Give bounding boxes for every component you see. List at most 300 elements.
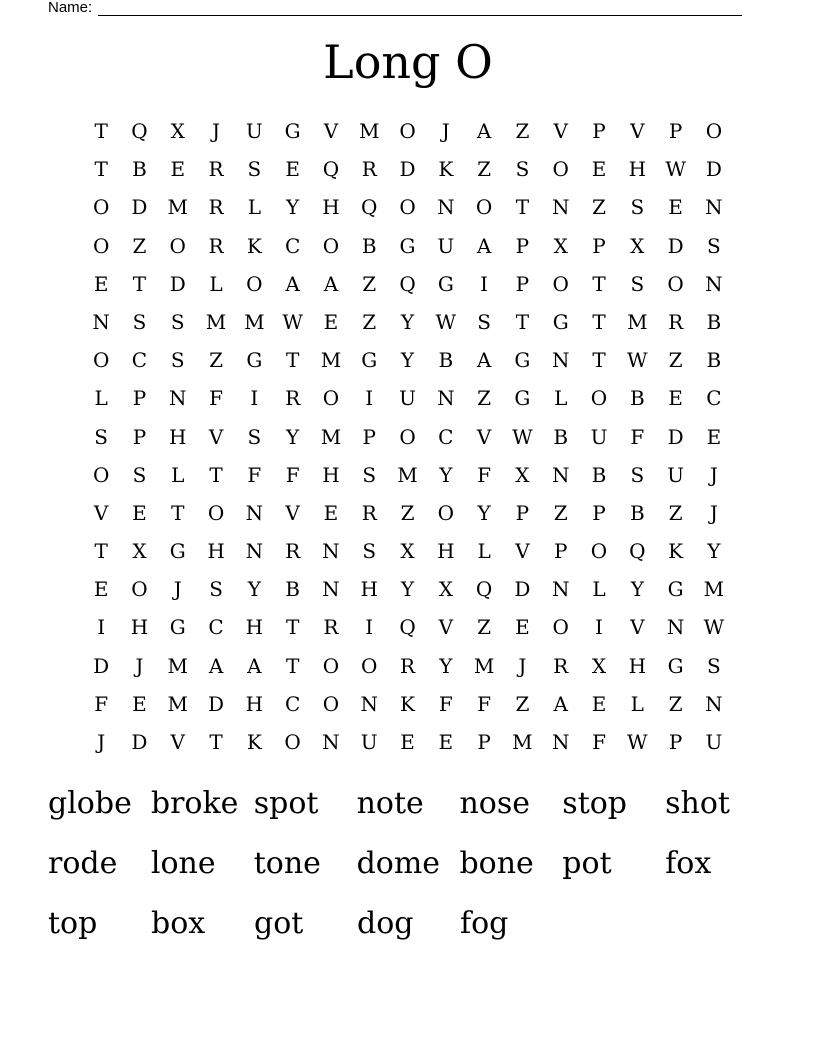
- grid-letter: Q: [629, 539, 646, 564]
- grid-row: [82, 456, 733, 494]
- grid-letter: N: [551, 348, 570, 373]
- word-bank-item: stop: [562, 786, 628, 821]
- grid-letter: Y: [630, 577, 644, 602]
- grid-row: [82, 265, 733, 303]
- grid-letter: Z: [209, 348, 223, 373]
- grid-letter: B: [629, 500, 645, 525]
- grid-letter: O: [131, 577, 148, 602]
- grid-letter: U: [590, 424, 608, 449]
- grid-letter: Z: [362, 309, 377, 334]
- grid-letter: X: [630, 233, 645, 258]
- grid-letter: B: [629, 386, 645, 411]
- grid-letter: E: [591, 157, 607, 182]
- grid-letter: V: [208, 424, 224, 449]
- grid-letter: G: [361, 348, 378, 373]
- grid-letter: K: [246, 233, 262, 258]
- grid-letter: F: [285, 462, 300, 487]
- grid-letter: T: [515, 309, 530, 334]
- grid-letter: S: [477, 309, 491, 334]
- grid-letter: V: [93, 500, 109, 525]
- grid-row: [82, 494, 733, 532]
- grid-row: [82, 647, 733, 685]
- grid-letter: T: [209, 462, 223, 487]
- grid-letter: T: [171, 500, 185, 525]
- grid-letter: Q: [399, 271, 416, 296]
- grid-letter: G: [437, 271, 454, 296]
- grid-letter: N: [551, 730, 570, 754]
- grid-letter: S: [362, 539, 377, 564]
- grid-letter: L: [247, 195, 261, 220]
- grid-letter: S: [209, 577, 223, 602]
- grid-letter: B: [438, 348, 454, 373]
- name-label: Name:: [48, 0, 93, 16]
- word-bank-item: tone: [253, 846, 321, 881]
- grid-letter: N: [551, 462, 570, 487]
- grid-letter: T: [94, 157, 108, 182]
- grid-letter: N: [168, 386, 187, 411]
- word-bank-item: box: [151, 906, 206, 941]
- grid-letter: N: [360, 691, 378, 716]
- grid-letter: V: [285, 500, 300, 525]
- grid-letter: B: [706, 348, 722, 373]
- grid-letter: Q: [399, 615, 416, 640]
- grid-letter: O: [667, 271, 684, 296]
- grid-letter: O: [437, 500, 455, 525]
- grid-letter: J: [135, 653, 144, 678]
- grid-letter: O: [399, 424, 416, 449]
- grid-letter: A: [247, 653, 262, 678]
- grid-letter: R: [208, 195, 224, 220]
- grid-letter: T: [592, 309, 606, 334]
- grid-letter: D: [93, 653, 110, 678]
- word-bank-item: top: [48, 906, 98, 941]
- grid-letter: P: [362, 424, 376, 449]
- grid-letter: O: [169, 233, 186, 258]
- word-bank-row: [48, 894, 768, 954]
- grid-letter: F: [438, 691, 453, 716]
- grid-letter: N: [437, 195, 455, 220]
- grid-letter: H: [437, 539, 455, 564]
- grid-letter: O: [92, 462, 110, 487]
- grid-letter: P: [553, 539, 568, 564]
- grid-letter: H: [207, 539, 225, 564]
- grid-letter: F: [247, 462, 262, 487]
- grid-letter: Z: [668, 348, 683, 373]
- grid-letter: M: [320, 424, 342, 449]
- grid-letter: W: [627, 348, 648, 373]
- word-bank: [48, 774, 768, 954]
- grid-letter: Y: [400, 348, 415, 373]
- grid-letter: X: [515, 462, 530, 487]
- word-bank-row: [48, 774, 768, 834]
- grid-letter: U: [667, 462, 685, 487]
- grid-letter: H: [169, 424, 187, 449]
- grid-letter: T: [592, 271, 606, 296]
- grid-letter: S: [630, 462, 645, 487]
- grid-letter: G: [284, 119, 301, 143]
- grid-letter: E: [323, 309, 339, 334]
- grid-letter: Z: [477, 386, 492, 411]
- grid-letter: G: [514, 348, 531, 373]
- grid-letter: Z: [553, 500, 568, 525]
- grid-letter: O: [284, 730, 301, 754]
- grid-letter: E: [132, 691, 147, 716]
- grid-letter: X: [170, 119, 185, 143]
- grid-letter: X: [591, 653, 607, 678]
- grid-letter: N: [551, 195, 570, 220]
- grid-letter: G: [667, 653, 684, 678]
- grid-letter: P: [592, 500, 606, 525]
- grid-letter: K: [438, 157, 454, 182]
- word-bank-item: note: [356, 786, 424, 821]
- grid-letter: O: [322, 233, 340, 258]
- grid-letter: Y: [400, 309, 415, 334]
- grid-letter: M: [512, 730, 533, 754]
- grid-letter: N: [437, 386, 455, 411]
- grid-letter: X: [553, 233, 568, 258]
- grid-letter: S: [132, 462, 147, 487]
- grid-letter: C: [131, 348, 148, 373]
- grid-letter: V: [476, 424, 492, 449]
- grid-letter: D: [131, 730, 148, 754]
- grid-letter: V: [630, 119, 645, 143]
- grid-letter: R: [285, 386, 301, 411]
- grid-letter: S: [630, 271, 645, 296]
- grid-letter: C: [284, 233, 301, 258]
- grid-letter: B: [706, 309, 722, 334]
- grid-letter: M: [627, 309, 648, 334]
- grid-letter: A: [553, 691, 568, 716]
- grid-letter: D: [667, 424, 684, 449]
- grid-letter: O: [322, 653, 340, 678]
- grid-letter: H: [245, 615, 264, 640]
- grid-letter: M: [473, 653, 495, 678]
- grid-letter: V: [438, 615, 454, 640]
- grid-letter: L: [592, 577, 606, 602]
- name-underline: [98, 1, 742, 16]
- grid-row: [82, 379, 733, 417]
- grid-letter: E: [438, 730, 454, 754]
- grid-letter: M: [205, 309, 227, 334]
- grid-letter: O: [552, 615, 569, 640]
- word-bank-item: broke: [150, 786, 239, 821]
- grid-letter: M: [167, 195, 188, 220]
- grid-letter: O: [322, 386, 340, 411]
- grid-letter: G: [399, 233, 416, 258]
- grid-letter: P: [668, 730, 683, 754]
- grid-letter: K: [246, 730, 262, 754]
- grid-letter: R: [208, 157, 224, 182]
- grid-letter: G: [169, 615, 186, 640]
- grid-letter: V: [323, 119, 339, 143]
- grid-letter: E: [515, 615, 530, 640]
- grid-letter: E: [668, 195, 683, 220]
- grid-letter: N: [322, 539, 340, 564]
- grid-letter: E: [132, 500, 147, 525]
- grid-letter: I: [595, 615, 603, 640]
- grid-letter: V: [553, 119, 568, 143]
- grid-letter: T: [515, 195, 530, 220]
- grid-letter: D: [705, 157, 722, 182]
- grid-letter: S: [515, 157, 530, 182]
- grid-letter: Q: [322, 157, 340, 182]
- grid-letter: O: [361, 653, 378, 678]
- grid-letter: A: [208, 653, 224, 678]
- grid-row: [82, 227, 733, 265]
- word-bank-item: spot: [253, 786, 319, 821]
- grid-letter: T: [209, 730, 223, 754]
- grid-letter: J: [97, 730, 106, 754]
- grid-letter: E: [668, 386, 683, 411]
- grid-letter: H: [628, 653, 647, 678]
- grid-letter: M: [358, 119, 380, 143]
- word-bank-item: bone: [459, 846, 534, 881]
- grid-letter: D: [514, 577, 531, 602]
- grid-letter: W: [627, 730, 648, 754]
- grid-row: [82, 723, 733, 761]
- grid-letter: S: [94, 424, 108, 449]
- grid-letter: E: [93, 271, 109, 296]
- word-bank-item: dome: [356, 846, 441, 881]
- grid-letter: Q: [475, 577, 493, 602]
- grid-row: [82, 150, 733, 188]
- grid-letter: L: [477, 539, 491, 564]
- grid-letter: S: [707, 653, 721, 678]
- grid-letter: B: [285, 577, 300, 602]
- grid-letter: W: [512, 424, 533, 449]
- grid-letter: P: [515, 233, 530, 258]
- grid-row: [82, 685, 733, 723]
- grid-letter: L: [209, 271, 223, 296]
- grid-letter: E: [706, 424, 722, 449]
- grid-letter: H: [360, 577, 378, 602]
- grid-row: [82, 303, 733, 341]
- grid-letter: J: [709, 500, 718, 525]
- grid-letter: C: [438, 424, 454, 449]
- grid-letter: A: [476, 233, 492, 258]
- grid-letter: D: [399, 157, 416, 182]
- grid-letter: M: [167, 653, 188, 678]
- grid-letter: G: [514, 386, 531, 411]
- word-bank-item: shot: [665, 786, 730, 821]
- grid-letter: Y: [247, 577, 261, 602]
- grid-letter: N: [322, 577, 340, 602]
- grid-letter: R: [399, 653, 416, 678]
- grid-letter: S: [707, 233, 721, 258]
- grid-letter: L: [630, 691, 644, 716]
- grid-letter: G: [169, 539, 186, 564]
- grid-letter: U: [705, 730, 723, 754]
- grid-letter: C: [284, 691, 301, 716]
- grid-letter: W: [703, 615, 725, 640]
- grid-letter: P: [515, 271, 530, 296]
- grid-letter: A: [323, 271, 339, 296]
- word-search-grid: [82, 112, 733, 761]
- grid-letter: E: [400, 730, 415, 754]
- grid-letter: J: [441, 119, 450, 143]
- grid-letter: B: [591, 462, 607, 487]
- grid-letter: O: [246, 271, 263, 296]
- grid-letter: U: [437, 233, 455, 258]
- grid-letter: W: [435, 309, 457, 334]
- grid-letter: N: [245, 539, 264, 564]
- grid-letter: P: [592, 233, 606, 258]
- grid-letter: S: [170, 348, 185, 373]
- word-bank-item: rode: [48, 846, 118, 881]
- grid-letter: U: [245, 119, 263, 143]
- grid-letter: S: [247, 157, 262, 182]
- grid-letter: R: [361, 157, 377, 182]
- grid-letter: T: [592, 348, 606, 373]
- grid-letter: S: [132, 309, 147, 334]
- grid-letter: J: [212, 119, 221, 143]
- grid-letter: F: [477, 462, 492, 487]
- grid-letter: O: [552, 271, 569, 296]
- grid-letter: P: [592, 119, 606, 143]
- grid-letter: S: [630, 195, 645, 220]
- grid-letter: Y: [707, 539, 721, 564]
- grid-letter: O: [705, 119, 723, 143]
- grid-letter: E: [285, 157, 300, 182]
- grid-letter: V: [630, 615, 645, 640]
- grid-letter: Y: [477, 500, 491, 525]
- name-field: [48, 0, 742, 16]
- grid-row: [82, 341, 733, 379]
- grid-letter: O: [590, 539, 608, 564]
- grid-letter: L: [94, 386, 108, 411]
- page-title: Long O: [323, 35, 493, 89]
- grid-letter: T: [132, 271, 147, 296]
- grid-letter: Y: [400, 577, 415, 602]
- grid-letter: O: [207, 500, 225, 525]
- grid-letter: M: [167, 691, 188, 716]
- grid-letter: F: [592, 730, 606, 754]
- grid-letter: W: [665, 157, 686, 182]
- grid-letter: G: [667, 577, 684, 602]
- grid-letter: I: [480, 271, 489, 296]
- grid-letter: D: [667, 233, 684, 258]
- word-bank-item: fog: [460, 906, 509, 941]
- grid-letter: I: [365, 615, 374, 640]
- grid-letter: J: [709, 462, 718, 487]
- word-bank-item: pot: [562, 846, 612, 881]
- word-bank-row: [48, 834, 768, 894]
- grid-letter: A: [476, 348, 492, 373]
- grid-letter: P: [477, 730, 491, 754]
- grid-letter: D: [169, 271, 186, 296]
- word-bank-item: globe: [48, 786, 132, 821]
- grid-letter: P: [515, 500, 530, 525]
- grid-letter: R: [361, 500, 377, 525]
- grid-letter: F: [209, 386, 223, 411]
- grid-letter: F: [630, 424, 645, 449]
- grid-letter: J: [173, 577, 182, 602]
- grid-letter: E: [323, 500, 339, 525]
- grid-letter: Z: [477, 157, 492, 182]
- grid-letter: N: [666, 615, 685, 640]
- grid-letter: O: [92, 348, 110, 373]
- grid-letter: X: [400, 539, 415, 564]
- grid-letter: Y: [439, 653, 453, 678]
- grid-letter: W: [282, 309, 303, 334]
- grid-letter: N: [705, 195, 723, 220]
- grid-letter: S: [362, 462, 377, 487]
- grid-letter: Z: [592, 195, 606, 220]
- grid-letter: M: [703, 577, 725, 602]
- grid-letter: Y: [439, 462, 453, 487]
- grid-letter: T: [94, 539, 108, 564]
- grid-letter: B: [361, 233, 377, 258]
- grid-letter: P: [668, 119, 683, 143]
- grid-row: [82, 112, 733, 150]
- grid-letter: S: [247, 424, 262, 449]
- grid-letter: Z: [132, 233, 147, 258]
- grid-letter: V: [170, 730, 185, 754]
- grid-letter: I: [250, 386, 259, 411]
- grid-row: [82, 608, 733, 646]
- grid-letter: V: [515, 539, 530, 564]
- grid-letter: O: [399, 119, 416, 143]
- grid-letter: L: [554, 386, 568, 411]
- grid-letter: O: [399, 195, 416, 220]
- grid-letter: Y: [286, 424, 300, 449]
- grid-letter: Z: [362, 271, 377, 296]
- grid-letter: G: [552, 309, 569, 334]
- grid-letter: R: [208, 233, 224, 258]
- grid-letter: E: [591, 691, 607, 716]
- grid-letter: Z: [400, 500, 415, 525]
- grid-letter: Z: [668, 691, 683, 716]
- grid-letter: R: [323, 615, 339, 640]
- grid-row: [82, 570, 733, 608]
- grid-letter: Q: [131, 119, 148, 143]
- grid-letter: N: [705, 691, 723, 716]
- grid-row: [82, 418, 733, 456]
- grid-letter: Z: [477, 615, 492, 640]
- grid-letter: R: [553, 653, 569, 678]
- word-bank-item: got: [254, 906, 304, 941]
- word-bank-item: fox: [665, 846, 712, 881]
- grid-letter: S: [170, 309, 185, 334]
- grid-letter: N: [92, 309, 110, 334]
- grid-letter: E: [93, 577, 109, 602]
- grid-letter: O: [92, 195, 110, 220]
- grid-letter: H: [322, 462, 340, 487]
- grid-letter: H: [130, 615, 149, 640]
- grid-letter: A: [476, 119, 492, 143]
- grid-letter: N: [322, 730, 340, 754]
- grid-letter: F: [94, 691, 109, 716]
- grid-letter: P: [132, 386, 147, 411]
- grid-letter: K: [400, 691, 415, 716]
- grid-letter: P: [132, 424, 147, 449]
- grid-letter: D: [131, 195, 148, 220]
- grid-letter: T: [94, 119, 108, 143]
- grid-letter: G: [246, 348, 263, 373]
- grid-letter: M: [397, 462, 418, 487]
- grid-letter: B: [553, 424, 569, 449]
- grid-letter: X: [438, 577, 453, 602]
- grid-letter: O: [590, 386, 608, 411]
- grid-letter: J: [518, 653, 527, 678]
- grid-letter: O: [322, 691, 340, 716]
- grid-letter: N: [245, 500, 264, 525]
- grid-letter: O: [92, 233, 110, 258]
- grid-letter: Z: [515, 691, 530, 716]
- word-bank-item: nose: [459, 786, 530, 821]
- grid-letter: X: [132, 539, 147, 564]
- grid-row: [82, 532, 733, 570]
